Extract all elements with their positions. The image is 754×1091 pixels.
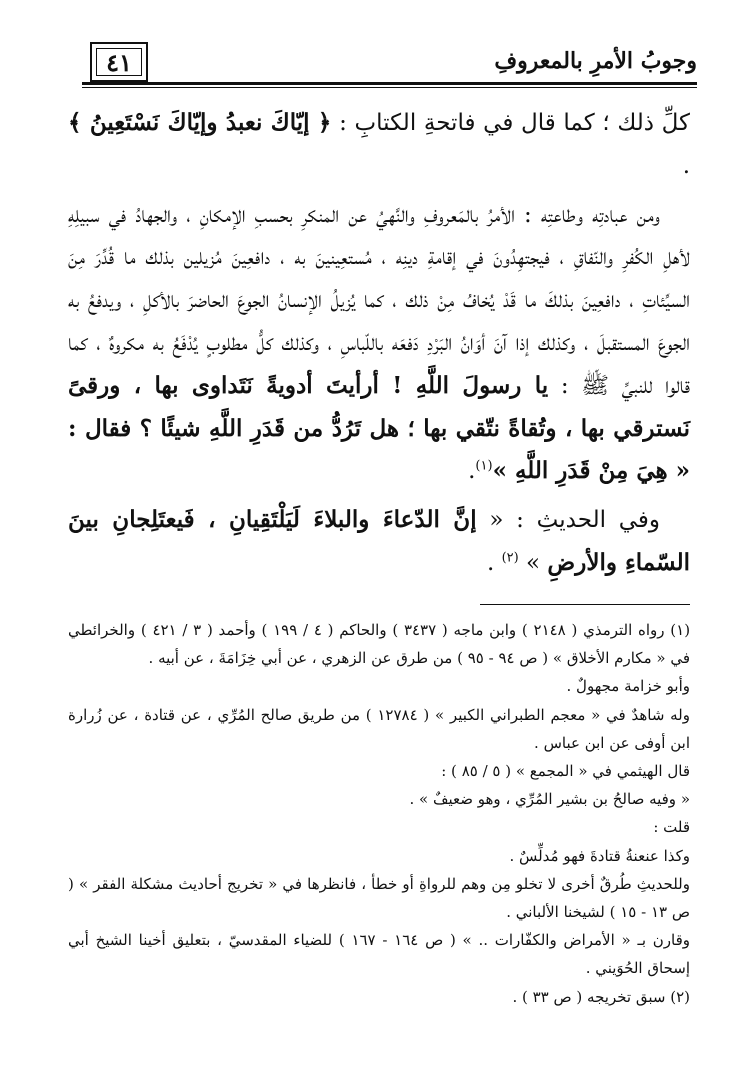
footnote-separator: [480, 604, 690, 605]
running-title: وجوبُ الأمرِ بالمعروفِ: [494, 48, 697, 74]
page-number-box: [90, 42, 148, 82]
quran-verse: ﴿ إيّاكَ نعبدُ وإيّاكَ نَسْتَعِينُ ﴾: [68, 109, 332, 136]
paragraph-3: وفي الحديثِ : « إنَّ الدّعاءَ والبلاءَ لَيَلْتَقِيانِ ، فَيعتَلِجانِ بينَ السّماءِ والأرضِ » $^{(٢)}$ .: [68, 506, 690, 576]
hadith-quote-1: يا رسولَ اللَّهِ ! أرأيتَ أدويةً نَتَداوى بها ، ورقىً نَسترقي بها ، وتُقاةً نتّقي بها ؛ هل تَرُدُّ من قَدَرِ اللَّهِ شيئًا ؟ فقال : « هِيَ مِنْ قَدَرِ اللَّهِ »: [68, 371, 690, 485]
footnote-ref-1[interactable]: (١): [475, 458, 493, 474]
footnote-line: قلت :: [653, 818, 690, 837]
paragraph-1: كلِّ ذلك ؛ كما قال في فاتحةِ الكتابِ : ﴿ إيّاكَ نعبدُ وإيّاكَ نَسْتَعِينُ ﴾ .: [68, 109, 691, 179]
footnotes: [68, 616, 690, 1011]
footnote-line: وأبو خزامة مجهولٌ .: [566, 677, 690, 696]
page-header: [82, 42, 697, 88]
page-number: ٤١: [106, 47, 132, 77]
footnote-line: (٢) سبق تخريجه ( ص ٣٣ ) .: [512, 987, 690, 1006]
footnote-line: وكذا عنعنةُ قتادةَ فهو مُدلِّسٌ .: [509, 846, 690, 865]
footnote-line: وله شاهدٌ في « معجم الطبراني الكبير » ( ١٢٧٨٤ ) من طريق صالح المُرِّي ، عن قتادة ، عن زُرارة ابن أوفى عن ابن عباس .: [68, 705, 690, 752]
footnote-line: (١) رواه الترمذي ( ٢١٤٨ ) وابن ماجه ( ٣٤٣٧ ) والحاكم ( ٤ / ١٩٩ ) وأحمد ( ٣ / ٤٢١ ) والخرائطي في « مكارم الأخلاق » ( ص ٩٤ - ٩٥ ) من طرق عن الزهري ، عن أبي خِزَامَةَ ، عن أبيه .: [68, 621, 691, 668]
footnote-line: قال الهيثمي في « المجمع » ( ٥ / ٨٥ ) :: [441, 762, 690, 781]
main-text: [68, 102, 690, 585]
header-rule-thin: [82, 87, 697, 88]
header-rule: [82, 82, 697, 85]
paragraph-2: ومن عبادتِه وطاعتِه : الأمرُ بالمَعروفِ والنَّهيُ عن المنكرِ بحسبِ الإمكانِ ، والجهادُ في سبيلِهِ لأهلِ الكُفرِ والنّفاقِ ، فيجتهِدُونَ في إقامةِ دينِه ، مُستعِينينَ به ، دافعِينَ مُزيلين بذلك ما قُدِّرَ مِنَ السيِّئاتِ ، دافعِينَ بذلكَ ما قَدْ يُخافُ مِنْ ذلك ، كما يُزيلُ الإنسانُ الجوعَ الحاضرَ بالأكلِ ، ويدفعُ به الجوعَ المستقبلَ ، وكذلك إذا آنَ أوَانُ البَرْدِ دَفعَه باللّباسِ ، وكذلك كلُّ مطلوبٍ يُدْفَعُ به مكروهٌ ، كما قالوا للنبيِّ ﷺ : يا رسولَ اللَّهِ ! أرأيتَ أدويةً نَتَداوى بها ، ورقىً نَسترقي بها ، وتُقاةً نتّقي بها ؛ هل تَرُدُّ من قَدَرِ اللَّهِ شيئًا ؟ فقال : « هِيَ مِنْ قَدَرِ اللَّهِ »$^{(١)}$.: [68, 201, 690, 485]
footnote-line: « وفيه صالحُ بن بشير المُرِّي ، وهو ضعيفٌ » .: [409, 790, 690, 809]
footnote-line: وللحديثِ طُرقٌ أخرى لا تخلو مِن وهم للرواةِ أو خطأ ، فانظرها في « تخريج أحاديث مشكلة الفقر » ( ص ١٣ - ١٥ ) لشيخنا الألباني .: [68, 874, 690, 922]
footnote-line: وقارن بـ « الأمراض والكفّارات .. » ( ص ١٦٤ - ١٦٧ ) للضياء المقدسيّ ، بتعليق أخينا الشيخ أبي إسحاق الحُوَيني .: [68, 931, 690, 978]
hadith-quote-2: إنَّ الدّعاءَ والبلاءَ لَيَلْتَقِيانِ ، فَيعتَلِجانِ بينَ السّماءِ والأرضِ: [68, 506, 690, 576]
footnote-ref-2[interactable]: (٢): [501, 550, 519, 566]
